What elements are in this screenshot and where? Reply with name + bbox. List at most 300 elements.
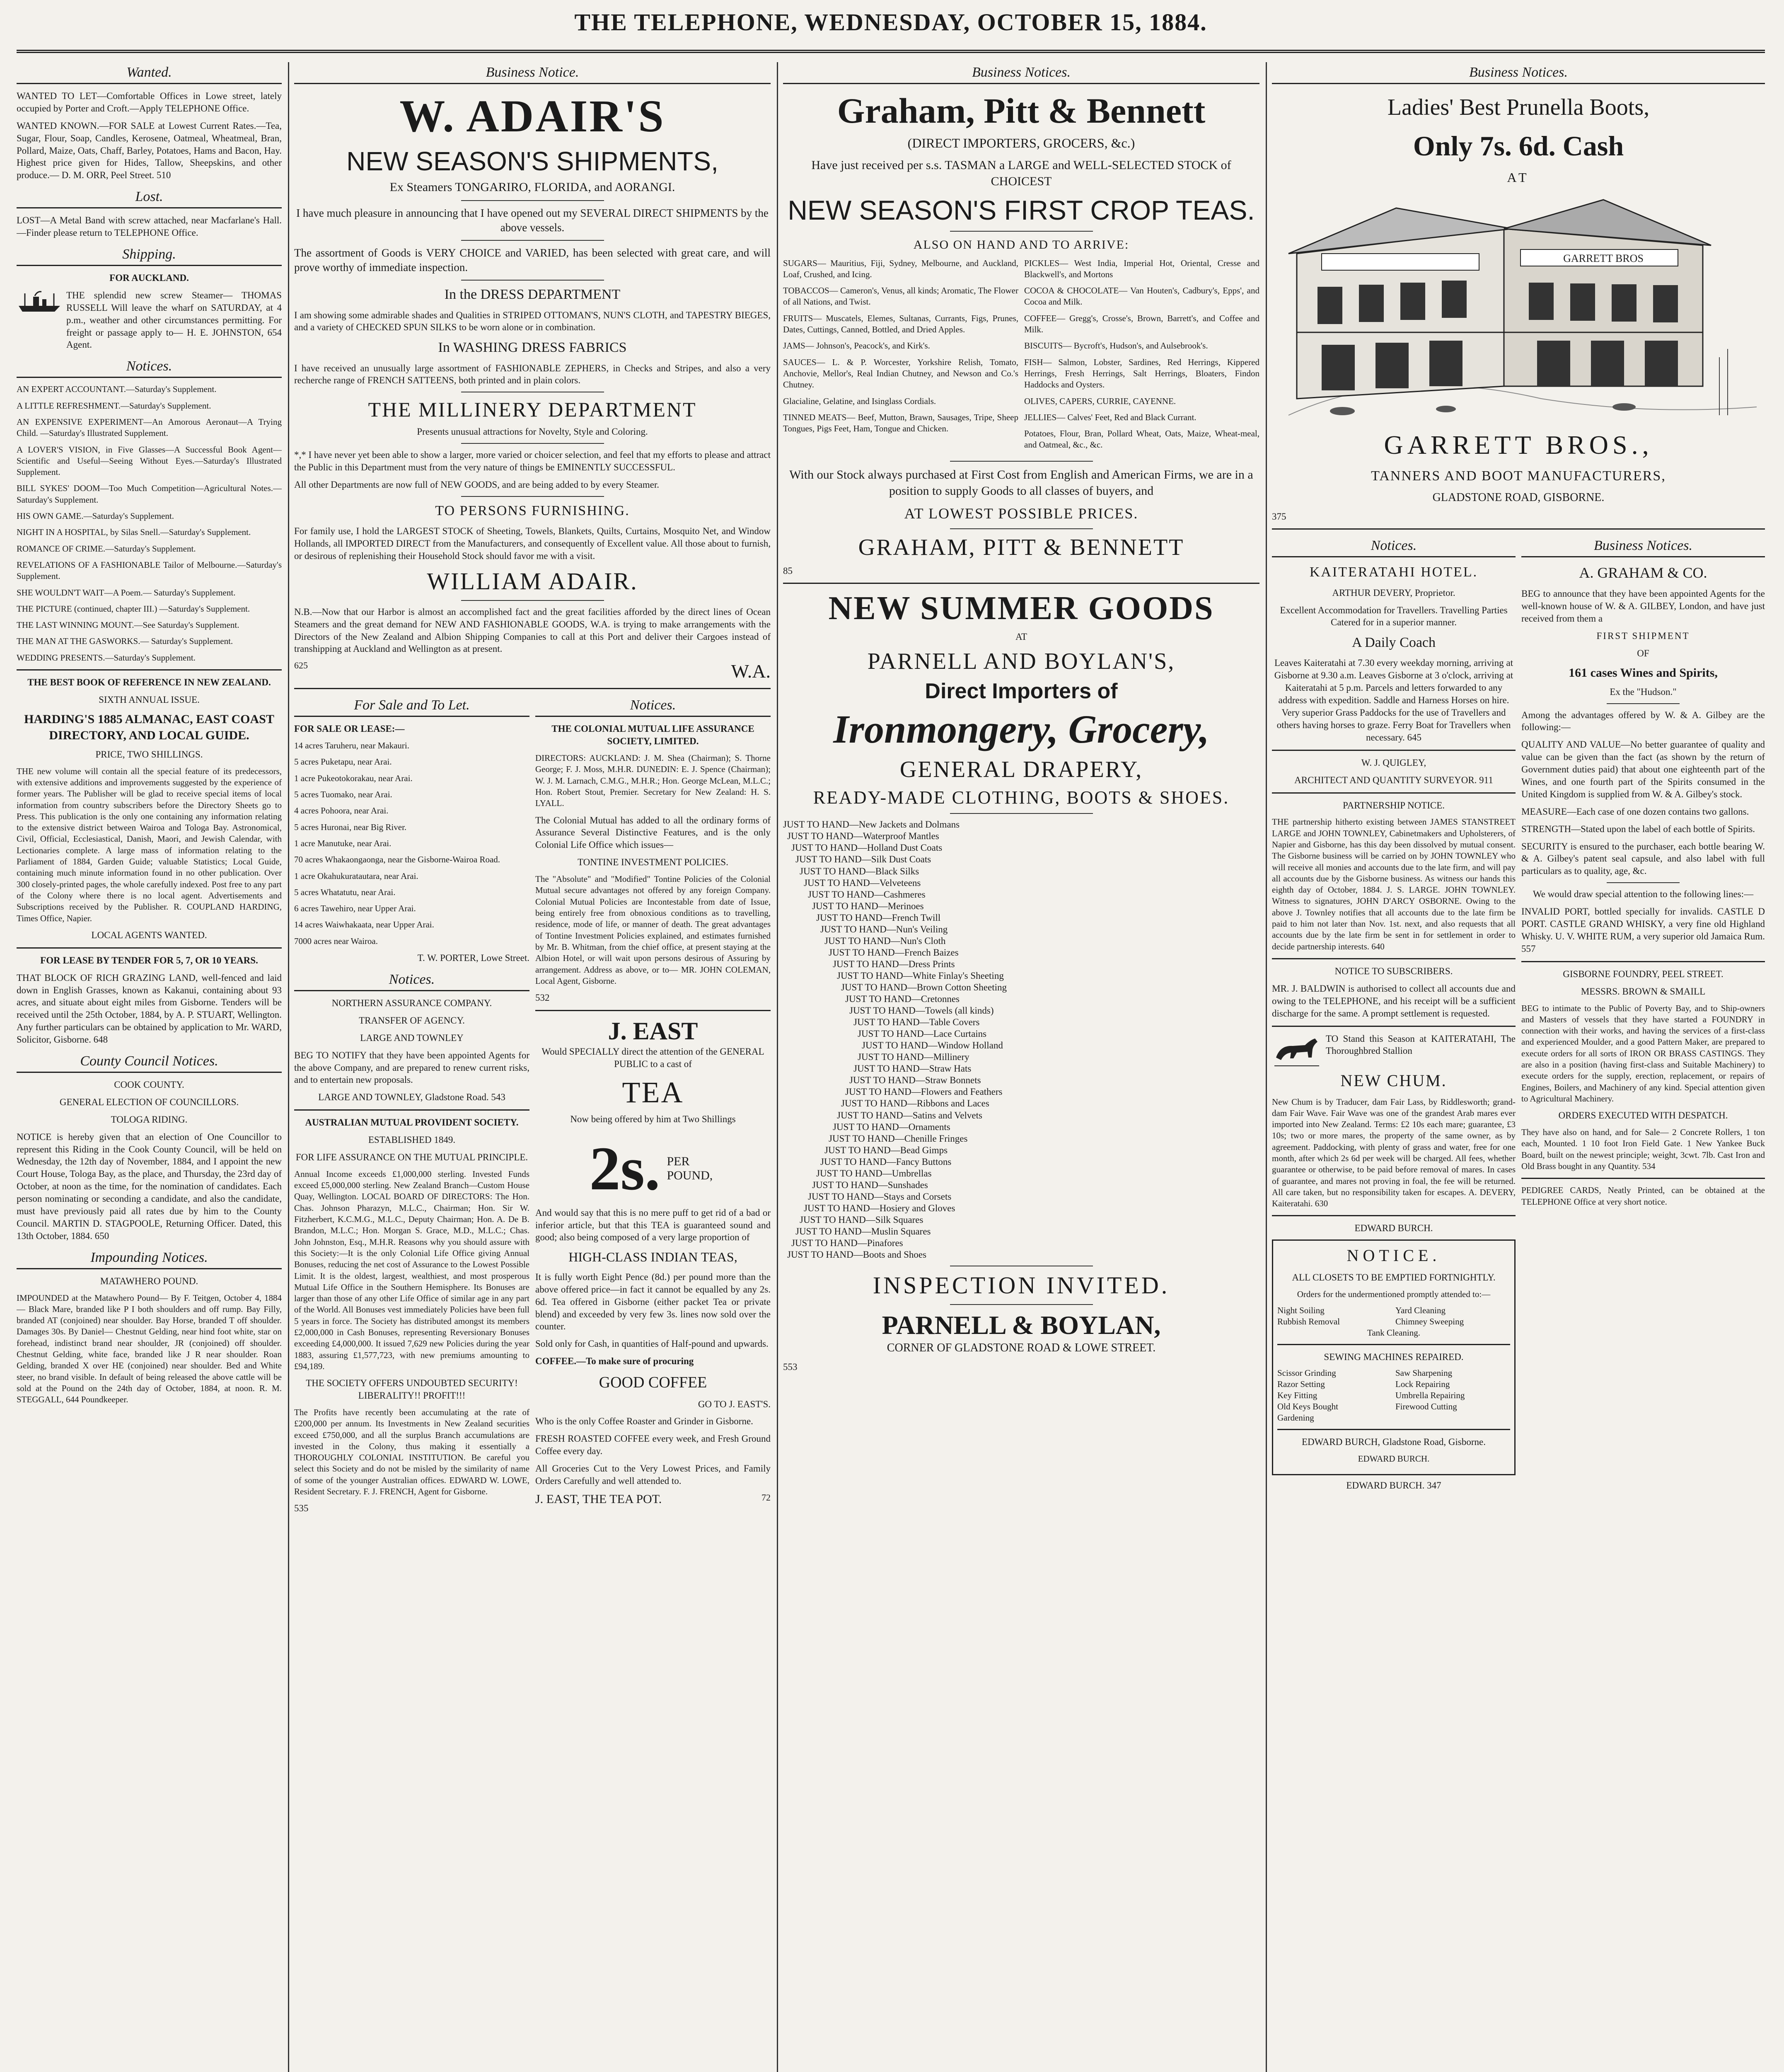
- jth-item: JUST TO HAND—Cretonnes: [845, 994, 960, 1005]
- divider: [1521, 961, 1765, 962]
- pb-ironmongery: Ironmongery, Grocery,: [833, 707, 1209, 752]
- east-high: HIGH-CLASS INDIAN TEAS,: [568, 1249, 737, 1265]
- coach-text: Leaves Kaiteratahi at 7.30 every weekday morning, arriving at Gisborne at 9.30 a.m. Leaves Gisborne at 3 o'clock, arriving at Kaiteratahi at 5 p.m. Parcels and letters forwarded to any address with expedition. Saddle and Harness Horses on hire. Very superior Grass Paddocks for the use of Travellers and others having horses to graze. Ferry Boat for Travellers when necessary. 645: [1274, 658, 1513, 743]
- partnership-text: THE partnership hitherto existing between JAMES STANSTREET LARGE and JOHN TOWNLEY, Cabinetmakers and Upholsterers, of Napier and Gisborne, has this day been dissolved by mutual consent. The Gisborne business will be carried on by JOHN TOWNLEY who will receive all monies and accounts due to the late firm, and will pay all accounts due by the Gisborne business. As witness our hands this eighth day of October, 1884. J. S. LARGE. JOHN TOWNLEY. Witness to signatures, JOHN D'ARCY OSBORNE. Owing to the above J. Townley notifies that all accounts due to the late firm be paid to him not later than Nov. 1st. next, and also requests that all accounts due by the late firm be sent in for settlement in order to decide partnership interests. 640: [1272, 817, 1516, 951]
- divider: [17, 669, 282, 670]
- gpb-item: JAMS— Johnson's, Peacock's, and Kirk's.: [783, 341, 930, 351]
- jth-item: JUST TO HAND—White Finlay's Sheeting: [837, 970, 1004, 981]
- east-good: GOOD COFFEE: [599, 1374, 707, 1392]
- burch-repair: Razor Setting: [1277, 1379, 1325, 1389]
- adair-nb: N.B.—Now that our Harbor is almost an accomplished fact and the great facilities afforded by the direct lines of Ocean Steamers and the great demand for NEW AND FASHIONABLE GOODS, W.A. is trying to make arrangements with the Directors of the New Zealand and Albion Shipping Companies to call at this Port and deliver their Cargoes instead of transhipping at Auckland and Wellington as at present.: [294, 606, 771, 654]
- nac-title: NORTHERN ASSURANCE COMPANY.: [331, 997, 492, 1008]
- burch-box: [1272, 1239, 1516, 1475]
- sale-item: 70 acres Whakaongaonga, near the Gisborne-Wairoa Road.: [294, 854, 500, 865]
- ad-wanted-known: WANTED KNOWN.—FOR SALE at Lowest Current Rates.—Tea, Sugar, Flour, Soap, Candles, Kerosene, Oatmeal, Wheatmeal, Bran, Pollard, Maize, Oats, Chaff, Barley, Potatoes, Hams and Bacon, Hay. Highest price given for Hides, Tallow, Sheepskins, and other produce.— D. M. ORR, Peel Street. 510: [17, 120, 282, 181]
- pb-drapery: GENERAL DRAPERY,: [899, 757, 1143, 783]
- garrett-at: AT: [1507, 170, 1530, 185]
- pb-parnell: PARNELL AND BOYLAN'S,: [867, 649, 1175, 675]
- burch-repair: Old Keys Bought: [1277, 1402, 1338, 1412]
- hotel-title: KAITERATAHI HOTEL.: [1309, 564, 1478, 580]
- notice-item: AN EXPENSIVE EXPERIMENT—An Amorous Aeronaut—A Trying Child. —Saturday's Illustrated Supplement.: [17, 416, 282, 438]
- adair-steamers: Ex Steamers TONGARIRO, FLORIDA, and AORANGI.: [389, 180, 675, 194]
- section-heading: Notices.: [17, 356, 282, 378]
- adair-dress-text: I am showing some admirable shades and Qualities in STRIPED OTTOMAN'S, NUN'S CLOTH, and TAPESTRY BIEGES, and a variety of CHECKED SPUN SILKS to be worn alone or in combination.: [294, 310, 771, 333]
- lease-text: THAT BLOCK OF RICH GRAZING LAND, well-fenced and laid down in English Grasses, known as Kakanui, containing about 93 acres, and situate about eight miles from Gisborne. Tenders will be received until the 25th October, 1884, by A. P. STUART, Wellington. Any further particulars can be obtained by application to Mr. WARD, Solicitor, Gisborne. 648: [17, 972, 282, 1045]
- section-heading: Wanted.: [17, 62, 282, 84]
- garrett-trade: TANNERS AND BOOT MANUFACTURERS,: [1371, 468, 1666, 484]
- jth-item: JUST TO HAND—New Jackets and Dolmans: [783, 819, 960, 830]
- stallion-name: NEW CHUM.: [1340, 1071, 1447, 1090]
- sale-item: 6 acres Tawehiro, near Upper Arai.: [294, 903, 416, 914]
- gpb-item: JELLIES— Calves' Feet, Red and Black Currant.: [1024, 412, 1197, 422]
- graham-ex: Ex the "Hudson.": [1610, 686, 1677, 697]
- nac-transfer: TRANSFER OF AGENCY.: [359, 1015, 465, 1026]
- divider: [1272, 750, 1516, 751]
- jth-item: JUST TO HAND—Flowers and Feathers: [845, 1087, 1003, 1097]
- jth-item: JUST TO HAND—Boots and Shoes: [787, 1249, 927, 1260]
- jth-list: [783, 819, 1259, 1261]
- burch-notice: NOTICE.: [1346, 1246, 1441, 1265]
- jth-item: JUST TO HAND—French Twill: [816, 912, 941, 923]
- gpb-title: Graham, Pitt & Bennett: [837, 91, 1206, 131]
- gpb-item: TINNED MEATS— Beef, Mutton, Brawn, Sausages, Tripe, Sheep Tongues, Pigs Feet, Ham, Tongue and Chicken.: [783, 412, 1018, 434]
- jth-item: JUST TO HAND—Lace Curtains: [858, 1029, 987, 1039]
- sale-sign: T. W. PORTER, Lowe Street.: [417, 953, 529, 963]
- gpb-item: FRUITS— Muscatels, Elemes, Sultanas, Currants, Figs, Prunes, Dates, Cuttings, Canned, Bottled, and Dried Apples.: [783, 313, 1018, 335]
- east-p5: Sold only for Cash, in quantities of Half-pound and upwards.: [535, 1339, 769, 1349]
- amp-text: Annual Income exceeds £1,000,000 sterling. Invested Funds exceed £5,000,000 sterling. New Zealand Branch—Custom House Quay, Wellington. LOCAL BOARD OF DIRECTORS: The Hon. Chas. Johnson Pharazyn, M.L.C., Chairman; Hon. Sir W. Fitzherbert, K.C.M.G., M.L.C., Deputy Chairman; Hon. A. De B. Brandon, M.L.C.; Hon. Morgan S. Grace, M.D., M.L.C.; Chas. John Johnston, Esq., M.H.R. Reasons why you should assure with this Society:—It is the only Colonial Life Office giving Annual Bonuses, reducing the net cost of Assurance to the Lowest Possible Limit. It is the oldest, largest, wealthiest, and most prosperous Mutual Life Office in the Southern Hemisphere. Its Bonuses are larger than those of any other Life Office of similar age in any part of the World. All Bonuses vest immediately Policies have been full 5 years in force. The Society has distributed amongst its members £2,000,000 in Cash Bonuses, representing Reversionary Bonuses exceeding £4,000,000. It issued 7,629 new Policies during the year 1883, assuring £1,577,723, with new premiums amounting to £94,189.: [294, 1169, 529, 1371]
- notice-item: ROMANCE OF CRIME.—Saturday's Supplement.: [17, 543, 196, 554]
- nac-firm: LARGE AND TOWNLEY: [360, 1032, 464, 1043]
- almanac-title: THE BEST BOOK OF REFERENCE IN NEW ZEALAND.: [27, 677, 271, 687]
- column-3: [783, 62, 1259, 1378]
- divider: [294, 1109, 529, 1111]
- gpb-teas: NEW SEASON'S FIRST CROP TEAS.: [788, 194, 1255, 225]
- burch-top: EDWARD BURCH.: [1354, 1223, 1433, 1234]
- foundry-sale: They have also on hand, and for Sale— 2 Concrete Rollers, 1 ton each, Mounted. 1 10 foot Iron Field Gate. 1 New Yankee Buck Board, built on the newest principle; weight, 3cwt. 7lb. Cast Iron and Old Brass bought in any Quantity. 534: [1521, 1127, 1765, 1171]
- lease-title: FOR LEASE BY TENDER FOR 5, 7, OR 10 YEARS.: [40, 955, 258, 966]
- hotel-text: Excellent Accommodation for Travellers. Travelling Parties Catered for in a superior manner.: [1280, 605, 1508, 628]
- east-p2: Now being offered by him at Two Shillings: [570, 1113, 736, 1124]
- garrett-title: Ladies' Best Prunella Boots,: [1387, 94, 1650, 120]
- gpb-item: COCOA & CHOCOLATE— Van Houten's, Cadbury's, Epps', and Cocoa and Milk.: [1024, 286, 1259, 307]
- pb-at: AT: [1015, 632, 1027, 642]
- adair-dress-head: In the DRESS DEPARTMENT: [444, 287, 621, 303]
- pb-inspection: INSPECTION INVITED.: [873, 1272, 1170, 1299]
- column-4b: [1521, 535, 1765, 1496]
- graham-of: OF: [1637, 648, 1649, 658]
- sale-item: 1 acre Okahukuratautara, near Arai.: [294, 871, 418, 881]
- pound-title: MATAWHERO POUND.: [100, 1276, 198, 1286]
- graham-first: FIRST SHIPMENT: [1596, 630, 1690, 641]
- divider: [461, 443, 604, 444]
- ad-number: 532: [535, 992, 550, 1003]
- nac-sign: LARGE AND TOWNLEY, Gladstone Road. 543: [318, 1092, 505, 1103]
- graham-security: SECURITY is ensured to the purchaser, each bottle bearing W. & A. Gilbey's patent seal capsule, and also label with full particulars as to quality, age, &c.: [1521, 841, 1765, 876]
- foundry-title: GISBORNE FOUNDRY, PEEL STREET.: [1563, 968, 1724, 979]
- garrett-price: Only 7s. 6d. Cash: [1413, 130, 1624, 162]
- divider: [950, 1304, 1093, 1305]
- burch-services: [1277, 1305, 1510, 1338]
- section-heading: Notices.: [535, 695, 771, 717]
- adair-p4: All other Departments are now full of NEW GOODS, and are being added to by every Steamer.: [294, 479, 659, 490]
- jth-item: JUST TO HAND—Window Holland: [862, 1040, 1003, 1051]
- stallion-text: TO Stand this Season at KAITERATAHI, The Thoroughbred Stallion: [1326, 1033, 1516, 1056]
- burch-service: Chimney Sweeping: [1395, 1316, 1464, 1326]
- jth-item: JUST TO HAND—Straw Hats: [853, 1063, 972, 1074]
- burch-service: Rubbish Removal: [1277, 1316, 1340, 1326]
- sale-title: FOR SALE OR LEASE:—: [294, 724, 405, 734]
- pb-summer: NEW SUMMER GOODS: [828, 590, 1214, 627]
- column-divider: [777, 62, 778, 2072]
- jth-item: JUST TO HAND—Merinoes: [812, 900, 924, 911]
- jth-item: JUST TO HAND—Ornaments: [833, 1121, 950, 1132]
- divider: [1272, 792, 1516, 794]
- gpb-item: BISCUITS— Bycroft's, Hudson's, and Aulsebrook's.: [1024, 341, 1208, 351]
- burch-service: Tank Cleaning.: [1367, 1327, 1420, 1338]
- foundry-orders: ORDERS EXECUTED WITH DESPATCH.: [1558, 1110, 1728, 1121]
- divider: [461, 240, 604, 241]
- adair-furnishing-text: For family use, I hold the LARGEST STOCK of Sheeting, Towels, Blankets, Quilts, Curtains, Mosquito Net, and Window Hollands, all IMPORTED DIRECT from the Manufacturers, and consequently of Excellent value. All those about to furnish, or desirous of replenishing their Household Stock should favor me with a visit.: [294, 526, 771, 561]
- gpb-p2: With our Stock always purchased at First Cost from English and American Firms, we are in a position to supply Goods to all classes of buyers, and: [789, 467, 1253, 498]
- foundry-names: MESSRS. BROWN & SMAILL: [1581, 986, 1706, 997]
- jth-item: JUST TO HAND—Waterproof Mantles: [787, 831, 939, 842]
- notice-item: REVELATIONS OF A FASHIONABLE Tailor of Melbourne.—Saturday's Supplement.: [17, 559, 282, 581]
- notice-item: AN EXPERT ACCOUNTANT.—Saturday's Supplement.: [17, 384, 217, 395]
- section-heading: Business Notices.: [783, 62, 1259, 84]
- gpb-item: TOBACCOS— Cameron's, Venus, all kinds; Aromatic, The Flower of all Nations, and Twist.: [783, 286, 1018, 307]
- adair-p1: I have much pleasure in announcing that I have opened out my SEVERAL DIRECT SHIPMENTS by the above vessels.: [296, 207, 769, 234]
- east-p6: Who is the only Coffee Roaster and Grinder in Gisborne.: [535, 1416, 753, 1427]
- adair-millinery-head: THE MILLINERY DEPARTMENT: [368, 398, 697, 421]
- graham-measure: MEASURE—Each case of one dozen contains two gallons.: [1521, 806, 1749, 817]
- graham-title: A. GRAHAM & CO.: [1579, 564, 1707, 581]
- sale-item: 14 acres Waiwhakaata, near Upper Arai.: [294, 920, 434, 930]
- burch-bottom: EDWARD BURCH. 347: [1346, 1480, 1441, 1491]
- jth-item: JUST TO HAND—Brown Cotton Sheeting: [841, 982, 1007, 992]
- jth-item: JUST TO HAND—Velveteens: [804, 877, 921, 888]
- burch-closets: ALL CLOSETS TO BE EMPTIED FORTNIGHTLY.: [1292, 1272, 1496, 1283]
- column-1: [17, 62, 282, 1411]
- ad-lost: LOST—A Metal Band with screw attached, near Macfarlane's Hall.—Finder please return to TELEPHONE Office.: [17, 215, 282, 238]
- divider: [294, 688, 771, 689]
- gpb-p1: Have just received per s.s. TASMAN a LARGE and WELL-SELECTED STOCK of CHOICEST: [811, 158, 1231, 188]
- county-text: NOTICE is hereby given that an election of One Councillor to represent this Riding in the Cook County Council, will be held on Wednesday, the 12th day of November, 1884, and I appoint the new Court House, Tologa Bay, as the place, and Thursday, the 23rd day of October, at noon as the time, for the nomination of candidates. Each person nominating or seconding a candidate, and also the candidate, must have previously paid all rates due by him to the County Council. MARTIN D. STAGPOOLE, Returning Officer. Dated, this 13th October, 1884. 650: [17, 1131, 282, 1241]
- quigley-text: ARCHITECT AND QUANTITY SURVEYOR. 911: [1294, 775, 1493, 785]
- divider: [950, 461, 1093, 462]
- column-divider: [288, 62, 289, 2072]
- jth-item: JUST TO HAND—Umbrellas: [816, 1168, 932, 1179]
- garrett-building-illustration: [1272, 191, 1765, 424]
- jth-item: JUST TO HAND—Towels (all kinds): [849, 1005, 994, 1016]
- burch-repair: Firewood Cutting: [1395, 1402, 1457, 1412]
- graham-quality: QUALITY AND VALUE—No better guarantee of quality and value can be given than the fact (as shown by the return of Government duties paid) that about one eighteenth part of the Wines, and one fourth part of the Spirits consumed in the United Kingdom is supplied from W. & A. Gilbey's stock.: [1521, 739, 1765, 799]
- section-heading: Lost.: [17, 186, 282, 208]
- gpb-item: PICKLES— West India, Imperial Hot, Oriental, Cresse and Blackwell's, and Mortons: [1024, 258, 1259, 279]
- county-title: TOLOGA RIDING.: [111, 1114, 188, 1125]
- jth-item: JUST TO HAND—Silk Squares: [800, 1214, 923, 1225]
- east-tea: TEA: [622, 1075, 684, 1109]
- divider: [783, 583, 1259, 584]
- building-sign-text: GARRETT BROS: [1563, 252, 1644, 264]
- jth-item: JUST TO HAND—Nun's Cloth: [824, 935, 946, 946]
- notices-list: [17, 384, 282, 663]
- gpb-item: SAUCES— L. & P. Worcester, Yorkshire Relish, Tomato, Anchovie, Mellor's, Real Indian Chutney, and Newson and Co.'s Chutney.: [783, 357, 1018, 390]
- almanac-name: HARDING'S 1885 ALMANAC, EAST COAST DIRECTORY, AND LOCAL GUIDE.: [24, 712, 274, 742]
- jth-item: JUST TO HAND—Bead Gimps: [824, 1145, 948, 1155]
- column-4: [1272, 62, 1765, 1497]
- coach-head: A Daily Coach: [1351, 635, 1436, 651]
- adair-furnishing-head: TO PERSONS FURNISHING.: [435, 503, 630, 518]
- column-2a: [294, 695, 529, 1520]
- jth-item: JUST TO HAND—Millinery: [858, 1052, 969, 1063]
- jth-item: JUST TO HAND—Pinafores: [791, 1238, 903, 1249]
- amp-sub: FOR LIFE ASSURANCE ON THE MUTUAL PRINCIPLE.: [295, 1152, 528, 1162]
- notice-item: HIS OWN GAME.—Saturday's Supplement.: [17, 511, 174, 521]
- section-heading: Shipping.: [17, 244, 282, 266]
- local-agents: LOCAL AGENTS WANTED.: [91, 929, 207, 940]
- graham-text: BEG to announce that they have been appointed Agents for the well-known house of W. & A. GILBEY, London, and have just received from them a: [1521, 588, 1765, 624]
- sale-item: 5 acres Whatatutu, near Arai.: [294, 887, 396, 897]
- section-heading: Impounding Notices.: [17, 1247, 282, 1269]
- subscribers-text: MR. J. BALDWIN is authorised to collect all accounts due and owing to the TELEPHONE, and his receipt will be a sufficient discharge for the same. A prompt settlement is requested.: [1272, 983, 1516, 1019]
- sale-item: 14 acres Taruheru, near Makauri.: [294, 741, 410, 751]
- divider: [535, 1010, 771, 1011]
- amp-undoubted: THE SOCIETY OFFERS UNDOUBTED SECURITY! LIBERALITY!! PROFIT!!!: [306, 1378, 518, 1401]
- notice-item: THE LAST WINNING MOUNT.—See Saturday's Supplement.: [17, 620, 239, 630]
- ad-number: 85: [783, 565, 793, 576]
- amp-text2: The Profits have recently been accumulating at the rate of £200,000 per annum. Its Investments in New Zealand securities exceed £750,000, and all the surplus Branch accumulations are invested in the Colony, thus making it essentially a THOROUGHLY COLONIAL INSTITUTION. Be careful you select this Society and do not be misled by the similarity of name of some of the younger Australian offices. EDWARD W. LOWE, Resident Secretary. F. J. FRENCH, Agent for Gisborne.: [294, 1407, 529, 1497]
- section-heading: For Sale and To Let.: [294, 695, 529, 717]
- divider: [1272, 1215, 1516, 1216]
- jth-item: JUST TO HAND—Fancy Buttons: [820, 1156, 952, 1167]
- divider: [950, 813, 1093, 814]
- burch-service: Night Soiling: [1277, 1305, 1325, 1315]
- almanac-price: PRICE, TWO SHILLINGS.: [95, 749, 203, 760]
- jth-item: JUST TO HAND—Silk Dust Coats: [795, 854, 931, 865]
- pb-readymade: READY-MADE CLOTHING, BOOTS & SHOES.: [813, 787, 1230, 808]
- east-p3: And would say that this is no mere puff to get rid of a bad or inferior article, but that this TEA is guaranteed sound and good; also being composed of a very large proportion of: [535, 1207, 771, 1243]
- notice-item: NIGHT IN A HOSPITAL, by Silas Snell.—Saturday's Supplement.: [17, 527, 251, 537]
- adair-p2: The assortment of Goods is VERY CHOICE and VARIED, has been selected with great care, and will prove worthy of immediate inspection.: [294, 247, 771, 274]
- burch-sewing: SEWING MACHINES REPAIRED.: [1324, 1351, 1464, 1362]
- notice-item: BILL SYKES' DOOM—Too Much Competition—Agricultural Notes.—Saturday's Supplement.: [17, 483, 282, 505]
- stallion-body: New Chum is by Traducer, dam Fair Lass, by Riddlesworth; grand-dam Fair Wave. Fair Wave was one of the grandest Arab mares ever imported into New Zealand. Terms: £2 10s each mare; guarantee, £3 10s; two or more mares, the property of the same owner, as by agreement. Paddocking, with plenty of grass and water, free for one month, after which 2s 6d per week will be charged. All fees, whether guarantee or otherwise, to be paid before removal of mares. In cases of guarantee, and mares not proving in foal, the fee will be returned. All care taken, but no responsibility taken for escapes. A. DEVERY, Kaiteratahi. 630: [1272, 1097, 1516, 1209]
- jth-item: JUST TO HAND—Ribbons and Laces: [841, 1098, 989, 1109]
- pedigree-cards: PEDIGREE CARDS, Neatly Printed, can be obtained at the TELEPHONE Office at very short notice.: [1521, 1185, 1765, 1207]
- section-heading: Business Notices.: [1521, 535, 1765, 557]
- pb-sign: PARNELL & BOYLAN,: [882, 1310, 1161, 1340]
- gpb-item: Glacialine, Gelatine, and Isinglass Cordials.: [783, 396, 936, 406]
- ad-number: 535: [294, 1503, 309, 1514]
- shipping-title: FOR AUCKLAND.: [109, 273, 189, 283]
- ad-number: 553: [783, 1361, 798, 1372]
- sale-item: 5 acres Puketapu, near Arai.: [294, 757, 392, 767]
- column-2b: [535, 695, 771, 1520]
- divider: [1277, 1429, 1510, 1430]
- section-heading: County Council Notices.: [17, 1051, 282, 1073]
- quigley-name: W. J. QUIGLEY,: [1361, 757, 1426, 768]
- foundry-text: BEG to intimate to the Public of Poverty Bay, and to Ship-owners and Masters of vessels that they have started a FOUNDRY in connection with their works, and having the services of a first-class and experienced Moulder, and a good Pattern Maker, are prepared to execute orders for all sorts of IRON OR BRASS CASTINGS. They are also in a position (having first-class and Suitable Machinery) to execute orders for the supply, erection, replacement, or repairs of Engines, Boilers, and Machinery of any kind. Special attention given to Agricultural Machinery.: [1521, 1003, 1765, 1104]
- amp-title: AUSTRALIAN MUTUAL PROVIDENT SOCIETY.: [305, 1117, 519, 1128]
- east-go: GO TO J. EAST'S.: [698, 1399, 771, 1409]
- graham-lines: INVALID PORT, bottled specially for invalids. CASTLE D PORT. CASTLE GRAND WHISKY, a very fine old Highland Whisky. U. V. WHITE RUM, a very superior old Jamaica Rum. 557: [1521, 906, 1765, 954]
- divider: [1272, 528, 1765, 530]
- burch-repair: Umbrella Repairing: [1395, 1390, 1465, 1401]
- column-2: [294, 62, 771, 1520]
- graham-strength: STRENGTH—Stated upon the label of each bottle of Spirits.: [1521, 823, 1755, 834]
- burch-repair: Saw Sharpening: [1395, 1368, 1453, 1378]
- adair-washing-head: In WASHING DRESS FABRICS: [438, 340, 627, 356]
- subscribers-head: NOTICE TO SUBSCRIBERS.: [1334, 966, 1453, 976]
- jth-item: JUST TO HAND—Chenille Fringes: [829, 1133, 968, 1144]
- adair-washing-text: I have received an unusually large assortment of FASHIONABLE ZEPHERS, in Checks and Stripes, and also a very recherche range of FRENCH SATTEENS, both printed and in plain colors.: [294, 363, 771, 386]
- ad-number: 72: [761, 1492, 771, 1503]
- east-price: 2s.: [589, 1134, 660, 1203]
- jth-item: JUST TO HAND—Stays and Corsets: [808, 1191, 952, 1202]
- garrett-address: GLADSTONE ROAD, GISBORNE.: [1432, 491, 1605, 504]
- jth-item: JUST TO HAND—Hosiery and Gloves: [804, 1203, 955, 1213]
- county-title: GENERAL ELECTION OF COUNCILLORS.: [59, 1097, 239, 1107]
- east-p1: Would SPECIALLY direct the attention of the GENERAL PUBLIC to a cast of: [541, 1046, 764, 1069]
- burch-sign: EDWARD BURCH, Gladstone Road, Gisborne.: [1302, 1437, 1486, 1447]
- garrett-name: GARRETT BROS.,: [1384, 430, 1653, 460]
- notice-item: A LITTLE REFRESHMENT.—Saturday's Supplement.: [17, 400, 211, 411]
- sale-item: 7000 acres near Wairoa.: [294, 936, 378, 946]
- section-heading: Notices.: [1272, 535, 1516, 557]
- graham-cases: 161 cases Wines and Spirits,: [1569, 666, 1718, 680]
- divider: [17, 947, 282, 949]
- gpb-item: SUGARS— Mauritius, Fiji, Sydney, Melbourne, and Auckland, Loaf, Crushed, and Icing.: [783, 258, 1018, 279]
- east-p4: It is fully worth Eight Pence (8d.) per pound more than the above offered price—in fact it cannot be equalled by any 2s. 6d. Tea offered in Gisborne (either packet Tea or private blend) and exceeded by very few 3s. lines now sold over the counter.: [535, 1271, 771, 1332]
- gpb-items: [783, 258, 1259, 456]
- jth-item: JUST TO HAND—Nun's Veiling: [820, 924, 948, 934]
- cmla-directors: DIRECTORS: AUCKLAND: J. M. Shea (Chairman); S. Thorne George; F. J. Moss, M.H.R. DUNEDIN: E. J. Spence (Chairman); W. J. M. Larnach, C.M.G., M.H.R.; Hon. George McLean, M.L.C.; Hon. Robert Stout, Premier. Secretary for New Zealand: H. S. LYALL.: [535, 753, 771, 808]
- section-heading: Business Notices.: [1272, 62, 1765, 84]
- gpb-item: Potatoes, Flour, Bran, Pollard Wheat, Oats, Maize, Wheat-meal, and Oatmeal, &c., &c.: [1024, 428, 1259, 450]
- pb-address: CORNER OF GLADSTONE ROAD & LOWE STREET.: [887, 1341, 1156, 1355]
- newspaper-page: [17, 8, 1765, 2072]
- burch-repair: Lock Repairing: [1395, 1379, 1450, 1389]
- adair-title: W. ADAIR'S: [399, 91, 665, 141]
- cmla-title: THE COLONIAL MUTUAL LIFE ASSURANCE SOCIETY, LIMITED.: [551, 724, 754, 747]
- jth-item: JUST TO HAND—Straw Bonnets: [849, 1075, 981, 1086]
- hotel-proprietor: ARTHUR DEVERY, Proprietor.: [1332, 587, 1455, 598]
- partnership-head: PARTNERSHIP NOTICE.: [1342, 800, 1445, 811]
- burch-repair: Key Fitting: [1277, 1390, 1317, 1401]
- divider: [950, 528, 1093, 529]
- divider: [461, 200, 604, 201]
- notice-item: THE PICTURE (continued, chapter III.) —Saturday's Supplement.: [17, 603, 250, 614]
- gpb-subtitle: (DIRECT IMPORTERS, GROCERS, &c.): [907, 136, 1135, 150]
- burch-repair: Scissor Grinding: [1277, 1368, 1336, 1378]
- nac-text: BEG TO NOTIFY that they have been appointed Agents for the above Company, and are prepared to renew current risks, and to entertain new proposals.: [294, 1050, 529, 1085]
- shipping-text: THE splendid new screw Steamer— THOMAS RUSSELL Will leave the wharf on SATURDAY, at 4 p.m., weather and other circumstances permitting. For freight or passage apply to— H. E. JOHNSTON, 654 Agent.: [66, 290, 282, 350]
- divider: [1277, 1344, 1510, 1345]
- gpb-lowest: AT LOWEST POSSIBLE PRICES.: [904, 505, 1139, 522]
- section-heading: Notices.: [294, 969, 529, 991]
- cmla-text: The Colonial Mutual has added to all the ordinary forms of Assurance Several Distinctive Features, and is the only Colonial Life Office which issues—: [535, 815, 771, 850]
- divider: [950, 231, 1093, 232]
- column-divider: [1266, 62, 1267, 2072]
- pound-text: IMPOUNDED at the Matawhero Pound— By F. Teitgen, October 4, 1884— Black Mare, branded like P I both shoulders and off rump. Bay Filly, branded AT (conjoined) near shoulder. Bay Horse, branded T off shoulder. Damages 30s. By Daniel— Chestnut Gelding, near hind foot white, star on forehead, indistinct brand near shoulder, JR (conjoined) off shoulder. Chestnut Gelding, white face, branded like J R near shoulder. Roan Gelding, branded X over HE (conjoined) near shoulder. Bed and White steer, no brand visible. In default of being released the above cattle will be sold at the Pound on the 24th day of October, 1884, at noon. R. M. STEGGALL, 644 Poundkeeper.: [17, 1293, 282, 1405]
- sale-list: [294, 740, 529, 947]
- divider: [1272, 1026, 1516, 1027]
- adair-subtitle: NEW SEASON'S SHIPMENTS,: [346, 146, 718, 176]
- adair-initials: W.A.: [731, 661, 771, 682]
- jth-item: JUST TO HAND—French Baizes: [829, 947, 959, 958]
- ad-number: 625: [294, 660, 308, 671]
- section-heading: Business Notice.: [294, 62, 771, 84]
- cmla-text2: The "Absolute" and "Modified" Tontine Policies of the Colonial Mutual secure advantages not offered by any foreign Company. Colonial Mutual Policies are Incontestable from date of Issue, being entirely free from obnoxious conditions as to travelling, residence, mode of life, or manner of death. The great advantages of Tontine Investment Policies explained, and estimates furnished by Mr. B. Whitman, from the chief office, at present staying at the Albion Hotel, or will wait upon persons desirous of Assuring by arrangement. Address as above, or to— MR. JOHN COLEMAN, Local Agent, Gisborne.: [535, 874, 771, 986]
- ad-number: 375: [1272, 511, 1286, 522]
- burch-orders: Orders for the undermentioned promptly attended to:—: [1297, 1289, 1491, 1300]
- sale-item: 5 acres Huronai, near Big River.: [294, 822, 407, 832]
- county-title: COOK COUNTY.: [114, 1079, 184, 1090]
- burch-service: Yard Cleaning: [1395, 1305, 1446, 1315]
- divider: [461, 280, 604, 281]
- graham-attention: We would draw special attention to the following lines:—: [1533, 889, 1754, 900]
- notice-item: WEDDING PRESENTS.—Saturday's Supplement.: [17, 652, 196, 663]
- divider: [461, 496, 604, 497]
- masthead-rule: [17, 50, 1765, 53]
- almanac-issue: SIXTH ANNUAL ISSUE.: [99, 694, 200, 705]
- east-title: J. EAST: [608, 1017, 698, 1045]
- jth-item: JUST TO HAND—Holland Dust Coats: [791, 842, 943, 853]
- gpb-also: ALSO ON HAND AND TO ARRIVE:: [913, 237, 1129, 252]
- east-p8: All Groceries Cut to the Very Lowest Prices, and Family Orders Carefully and well attended to.: [535, 1463, 771, 1486]
- east-coffee: COFFEE.—To make sure of procuring: [535, 1356, 694, 1367]
- gpb-item: FISH— Salmon, Lobster, Sardines, Red Herrings, Kippered Herrings, Fresh Herrings, Salt Herrings, Bloaters, Findon Haddocks and Oysters.: [1024, 357, 1259, 390]
- horse-icon: [1272, 1033, 1322, 1070]
- burch-repairs: [1277, 1368, 1510, 1423]
- cmla-policies: TONTINE INVESTMENT POLICIES.: [578, 857, 728, 868]
- jth-item: JUST TO HAND—Cashmeres: [808, 889, 926, 900]
- burch-repair: Gardening: [1277, 1413, 1314, 1423]
- divider: [1607, 882, 1680, 883]
- adair-p3: *,* I have never yet been able to show a larger, more varied or choicer selection, and feel that my efforts to please and attract the Public in this Department must from the very nature of things be EMINENTLY SUCCESSFUL.: [294, 450, 771, 473]
- divider: [1521, 1178, 1765, 1179]
- jth-item: JUST TO HAND—Satins and Velvets: [837, 1110, 982, 1121]
- graham-adv: Among the advantages offered by W. & A. Gilbey are the following:—: [1521, 709, 1765, 733]
- divider: [1607, 703, 1680, 704]
- ad-wanted-offices: WANTED TO LET—Comfortable Offices in Lowe street, lately occupied by Porter and Croft.—Apply TELEPHONE Office.: [17, 91, 282, 114]
- steamer-icon: [17, 289, 62, 314]
- gpb-item: OLIVES, CAPERS, CURRIE, CAYENNE.: [1024, 396, 1176, 406]
- sale-item: 4 acres Pohoora, near Arai.: [294, 806, 389, 816]
- sale-item: 1 acre Manutuke, near Arai.: [294, 838, 392, 848]
- column-4-lower: [1272, 535, 1765, 1496]
- amp-est: ESTABLISHED 1849.: [368, 1135, 456, 1145]
- jth-item: JUST TO HAND—Sunshades: [812, 1179, 928, 1190]
- sale-item: 5 acres Tuomako, near Arai.: [294, 789, 392, 800]
- masthead: THE TELEPHONE, WEDNESDAY, OCTOBER 15, 1884.: [574, 9, 1207, 36]
- jth-item: JUST TO HAND—Muslin Squares: [795, 1226, 931, 1237]
- column-2-lower: [294, 695, 771, 1520]
- east-p7: FRESH ROASTED COFFEE every week, and Fresh Ground Coffee every day.: [535, 1433, 771, 1457]
- notice-item: A LOVER'S VISION, in Five Glasses—A Successful Book Agent—Scientific and Useful—Seeing Without Eyes.—Saturday's Illustrated Supplement.: [17, 444, 282, 477]
- jth-item: JUST TO HAND—Dress Prints: [833, 959, 955, 969]
- gpb-item: COFFEE— Gregg's, Crosse's, Brown, Barrett's, and Coffee and Milk.: [1024, 313, 1259, 335]
- column-4a: [1272, 535, 1516, 1496]
- divider: [461, 600, 604, 601]
- adair-millinery-text: Presents unusual attractions for Novelty, Style and Coloring.: [417, 426, 648, 437]
- gpb-items-right: [1024, 258, 1259, 456]
- notice-item: SHE WOULDN'T WAIT—A Poem.— Saturday's Supplement.: [17, 587, 236, 598]
- gpb-sign: GRAHAM, PITT & BENNETT: [858, 534, 1184, 560]
- east-sign: J. EAST, THE TEA POT.: [535, 1492, 662, 1506]
- gpb-items-left: [783, 258, 1018, 456]
